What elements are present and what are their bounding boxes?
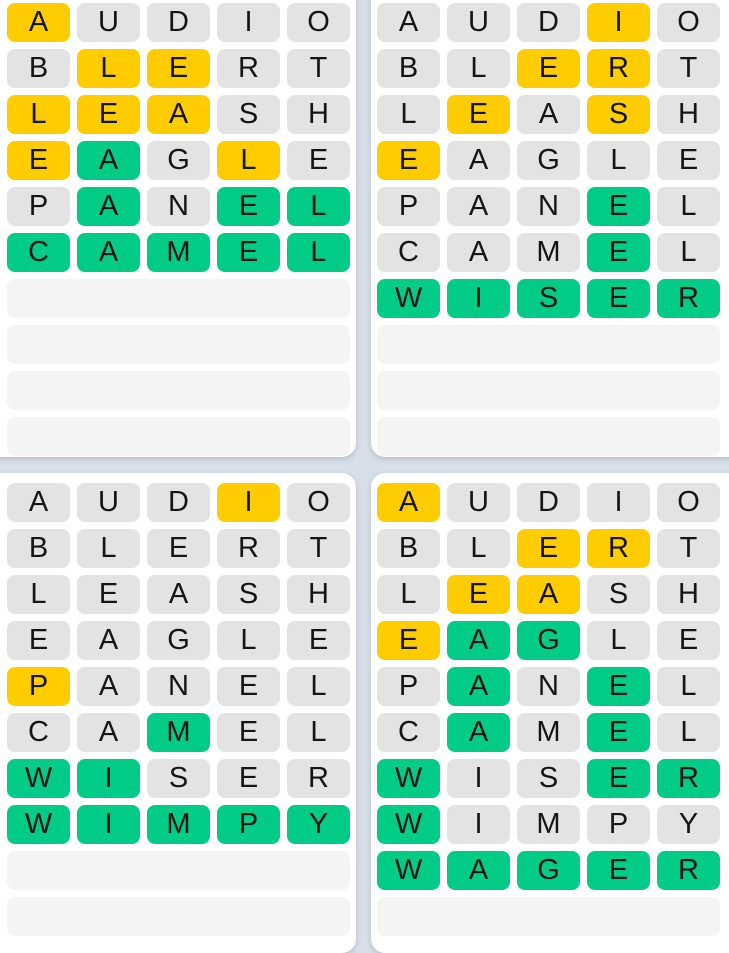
letter-tile-correct: M [147,713,210,752]
guess-row [7,49,350,88]
letter-tile-absent: L [587,621,650,660]
letter-tile-present: E [447,575,510,614]
letter-tile-absent: U [447,483,510,522]
guess-row [377,187,720,226]
letter-tile-absent: L [657,233,720,272]
letter-tile-absent: E [7,621,70,660]
letter-tile-correct: L [287,187,350,226]
letter-tile-absent: L [287,713,350,752]
letter-tile-absent: A [77,621,140,660]
guess-row [7,759,350,798]
letter-tile-correct: P [217,805,280,844]
letter-tile-present: A [7,3,70,42]
letter-tile-absent: L [587,141,650,180]
letter-tile-absent: S [517,759,580,798]
letter-tile-present: L [77,49,140,88]
guess-row [377,759,720,798]
letter-tile-absent: I [217,3,280,42]
letter-tile-absent: O [287,3,350,42]
letter-tile-correct: G [517,621,580,660]
letter-tile-correct: A [447,851,510,890]
letter-tile-present: R [587,529,650,568]
letter-tile-absent: B [377,529,440,568]
letter-tile-absent: A [517,95,580,134]
letter-tile-present: I [587,3,650,42]
letter-tile-absent: O [287,483,350,522]
letter-tile-absent: L [7,575,70,614]
letter-tile-absent: I [447,759,510,798]
letter-tile-correct: G [517,851,580,890]
letter-tile-absent: N [517,187,580,226]
letter-tile-absent: G [147,621,210,660]
letter-tile-correct: E [587,187,650,226]
letter-tile-correct: A [447,667,510,706]
guess-row [377,483,720,522]
letter-tile-absent: L [77,529,140,568]
letter-tile-absent: C [377,713,440,752]
guess-row [7,667,350,706]
letter-tile-absent: A [7,483,70,522]
letter-tile-absent: E [77,575,140,614]
letter-tile-correct: E [217,187,280,226]
word-board-top-left [7,3,350,456]
letter-tile-absent: T [657,529,720,568]
letter-tile-absent: B [7,49,70,88]
letter-tile-absent: B [7,529,70,568]
letter-tile-absent: L [447,49,510,88]
guess-row [7,233,350,272]
letter-tile-absent: P [377,187,440,226]
letter-tile-absent: L [657,713,720,752]
letter-tile-absent: B [377,49,440,88]
guess-row [377,141,720,180]
empty-guess-row [7,279,350,318]
letter-tile-absent: U [77,483,140,522]
letter-tile-present: A [147,95,210,134]
letter-tile-absent: S [217,95,280,134]
letter-tile-absent: T [287,529,350,568]
letter-tile-absent: O [657,483,720,522]
letter-tile-absent: L [657,187,720,226]
empty-guess-row [7,325,350,364]
letter-tile-absent: M [517,713,580,752]
letter-tile-absent: G [147,141,210,180]
letter-tile-absent: R [217,49,280,88]
letter-tile-correct: Y [287,805,350,844]
letter-tile-correct: M [147,233,210,272]
guess-row [7,575,350,614]
empty-guess-row [7,371,350,410]
letter-tile-present: L [217,141,280,180]
guess-row [7,529,350,568]
letter-tile-absent: L [377,575,440,614]
guess-row [7,141,350,180]
letter-tile-correct: R [657,759,720,798]
letter-tile-absent: U [77,3,140,42]
letter-tile-correct: E [587,713,650,752]
letter-tile-correct: S [517,279,580,318]
letter-tile-correct: C [7,233,70,272]
empty-guess-row [377,371,720,410]
guess-row [377,667,720,706]
guess-row [377,279,720,318]
letter-tile-absent: H [287,575,350,614]
letter-tile-correct: W [7,759,70,798]
letter-tile-absent: G [517,141,580,180]
guess-row [7,95,350,134]
letter-tile-absent: T [657,49,720,88]
empty-guess-row [7,417,350,456]
letter-tile-correct: E [587,851,650,890]
letter-tile-correct: A [77,187,140,226]
letter-tile-absent: A [447,233,510,272]
letter-tile-present: E [517,529,580,568]
guess-row [7,621,350,660]
letter-tile-absent: D [147,3,210,42]
letter-tile-absent: S [587,575,650,614]
letter-tile-correct: A [447,621,510,660]
letter-tile-correct: I [447,279,510,318]
letter-tile-correct: E [217,233,280,272]
word-board-top-right [377,3,720,456]
letter-tile-absent: Y [657,805,720,844]
letter-tile-present: E [147,49,210,88]
letter-tile-absent: A [77,713,140,752]
letter-tile-correct: R [657,851,720,890]
letter-tile-correct: E [587,667,650,706]
letter-tile-present: A [377,483,440,522]
letter-tile-absent: E [147,529,210,568]
guess-row [7,805,350,844]
letter-tile-absent: N [517,667,580,706]
letter-tile-correct: W [377,279,440,318]
letter-tile-absent: I [587,483,650,522]
letter-tile-present: E [377,141,440,180]
letter-tile-absent: U [447,3,510,42]
letter-tile-correct: W [377,759,440,798]
letter-tile-absent: M [517,233,580,272]
letter-tile-correct: I [77,759,140,798]
letter-tile-absent: P [7,187,70,226]
word-board-bottom-right [377,483,720,936]
letter-tile-absent: P [587,805,650,844]
letter-tile-absent: L [447,529,510,568]
guess-row [377,49,720,88]
letter-tile-correct: E [587,279,650,318]
empty-guess-row [377,417,720,456]
word-board-bottom-left [7,483,350,936]
guess-row [377,851,720,890]
letter-tile-present: E [7,141,70,180]
letter-tile-absent: R [287,759,350,798]
letter-tile-correct: M [147,805,210,844]
letter-tile-absent: N [147,667,210,706]
letter-tile-absent: D [147,483,210,522]
letter-tile-present: R [587,49,650,88]
letter-tile-absent: E [657,621,720,660]
guess-row [7,713,350,752]
letter-tile-absent: T [287,49,350,88]
letter-tile-correct: W [7,805,70,844]
letter-tile-present: P [7,667,70,706]
guess-row [7,483,350,522]
letter-tile-present: E [377,621,440,660]
letter-tile-absent: E [217,759,280,798]
letter-tile-absent: A [447,141,510,180]
guess-row [7,3,350,42]
guess-row [377,805,720,844]
letter-tile-absent: C [7,713,70,752]
letter-tile-absent: S [217,575,280,614]
letter-tile-correct: E [587,233,650,272]
letter-tile-absent: H [657,575,720,614]
letter-tile-present: E [77,95,140,134]
guess-row [377,621,720,660]
letter-tile-absent: H [657,95,720,134]
letter-tile-absent: E [217,667,280,706]
guess-row [377,233,720,272]
letter-tile-correct: E [587,759,650,798]
empty-guess-row [7,851,350,890]
letter-tile-absent: L [217,621,280,660]
letter-tile-absent: S [147,759,210,798]
letter-tile-absent: R [217,529,280,568]
letter-tile-present: E [447,95,510,134]
letter-tile-correct: A [77,233,140,272]
letter-tile-absent: D [517,3,580,42]
letter-tile-absent: O [657,3,720,42]
guess-row [377,575,720,614]
empty-guess-row [377,897,720,936]
letter-tile-present: S [587,95,650,134]
letter-tile-absent: C [377,233,440,272]
letter-tile-absent: L [287,667,350,706]
letter-tile-absent: P [377,667,440,706]
letter-tile-correct: A [77,141,140,180]
guess-row [7,187,350,226]
letter-tile-absent: E [657,141,720,180]
letter-tile-correct: A [447,713,510,752]
guess-row [377,713,720,752]
letter-tile-correct: R [657,279,720,318]
guess-row [377,529,720,568]
letter-tile-correct: I [77,805,140,844]
letter-tile-absent: H [287,95,350,134]
letter-tile-absent: L [377,95,440,134]
letter-tile-absent: A [377,3,440,42]
letter-tile-correct: L [287,233,350,272]
letter-tile-present: A [517,575,580,614]
letter-tile-absent: E [287,141,350,180]
letter-tile-correct: W [377,851,440,890]
guess-row [377,95,720,134]
letter-tile-absent: A [147,575,210,614]
letter-tile-present: L [7,95,70,134]
letter-tile-absent: N [147,187,210,226]
letter-tile-absent: E [287,621,350,660]
empty-guess-row [377,325,720,364]
letter-tile-correct: W [377,805,440,844]
letter-tile-absent: D [517,483,580,522]
guess-row [377,3,720,42]
letter-tile-absent: L [657,667,720,706]
empty-guess-row [7,897,350,936]
letter-tile-absent: E [217,713,280,752]
letter-tile-present: I [217,483,280,522]
letter-tile-absent: A [447,187,510,226]
letter-tile-absent: I [447,805,510,844]
letter-tile-absent: A [77,667,140,706]
letter-tile-absent: M [517,805,580,844]
letter-tile-present: E [517,49,580,88]
